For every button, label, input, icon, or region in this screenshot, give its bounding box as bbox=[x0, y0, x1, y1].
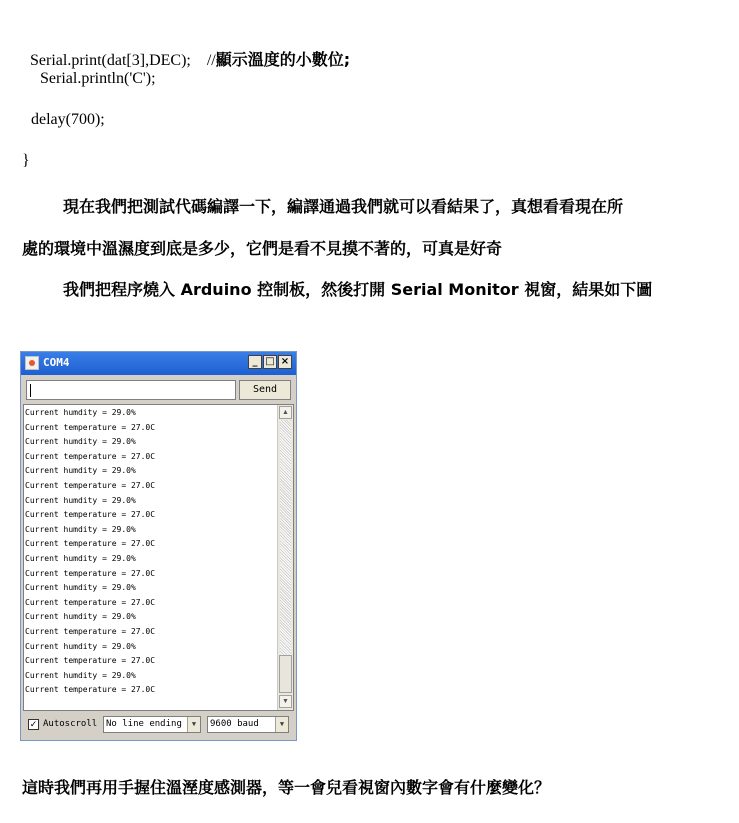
paragraph-1-line-1: 現在我們把測試代碼編譯一下，編譯通過我們就可以看結果了，真想看看現在所 bbox=[63, 197, 624, 216]
output-line: Current temperature = 27.0C bbox=[25, 656, 156, 666]
output-line: Current temperature = 27.0C bbox=[25, 422, 156, 432]
output-line: Current humdity = 29.0% bbox=[25, 495, 136, 505]
output-line: Current humdity = 29.0% bbox=[25, 408, 136, 417]
output-line: Current humdity = 29.0% bbox=[25, 641, 136, 651]
chevron-down-icon[interactable]: ▼ bbox=[275, 717, 288, 732]
output-line: Current humdity = 29.0% bbox=[25, 670, 136, 680]
output-line: Current temperature = 27.0C bbox=[25, 685, 156, 695]
java-icon bbox=[25, 356, 39, 370]
vertical-scrollbar[interactable] bbox=[277, 405, 293, 710]
output-line: Current humdity = 29.0% bbox=[25, 583, 136, 593]
output-lines bbox=[25, 406, 277, 698]
code-line-brace: } bbox=[22, 152, 30, 169]
code-comment: 顯示溫度的小數位; bbox=[215, 50, 351, 69]
serial-monitor-window bbox=[20, 351, 297, 741]
output-line: Current temperature = 27.0C bbox=[25, 539, 156, 549]
line-ending-value: No line ending bbox=[106, 719, 182, 729]
scroll-up-icon[interactable]: ▲ bbox=[279, 406, 292, 419]
paragraph-1-line-2: 處的環境中溫濕度到底是多少，它們是看不見摸不著的，可真是好奇 bbox=[22, 239, 503, 258]
serial-input[interactable] bbox=[26, 380, 236, 400]
maximize-button[interactable]: □ bbox=[263, 355, 277, 369]
close-button[interactable]: × bbox=[278, 355, 292, 369]
title-bar[interactable] bbox=[21, 352, 296, 375]
chevron-down-icon[interactable]: ▼ bbox=[187, 717, 200, 732]
output-line: Current temperature = 27.0C bbox=[25, 480, 156, 490]
code-comment-prefix: // bbox=[206, 52, 216, 69]
baud-value: 9600 baud bbox=[210, 719, 259, 729]
scroll-thumb[interactable] bbox=[279, 655, 292, 693]
code-statement: Serial.print(dat[3],DEC); bbox=[30, 52, 191, 69]
baud-select[interactable] bbox=[207, 716, 289, 733]
line-ending-select[interactable] bbox=[103, 716, 201, 733]
autoscroll-label: Autoscroll bbox=[43, 719, 98, 729]
output-line: Current temperature = 27.0C bbox=[25, 510, 156, 520]
output-line: Current temperature = 27.0C bbox=[25, 568, 156, 578]
output-line: Current humdity = 29.0% bbox=[25, 553, 136, 563]
output-line: Current humdity = 29.0% bbox=[25, 524, 136, 534]
window-title: COM4 bbox=[43, 356, 70, 369]
send-button[interactable]: Send bbox=[239, 380, 291, 400]
autoscroll-checkbox[interactable]: ✓ bbox=[29, 719, 38, 729]
bottom-bar bbox=[21, 714, 296, 738]
output-line: Current humdity = 29.0% bbox=[25, 437, 136, 447]
output-line: Current temperature = 27.0C bbox=[25, 597, 156, 607]
minimize-button[interactable]: _ bbox=[248, 355, 262, 369]
paragraph-3: 這時我們再用手握住溫溼度感測器，等一會兒看視窗內數字會有什麼變化？ bbox=[22, 778, 551, 797]
serial-output[interactable] bbox=[23, 404, 294, 711]
code-line-println: Serial.println('C'); bbox=[40, 70, 156, 87]
output-line: Current humdity = 29.0% bbox=[25, 612, 136, 622]
code-line-print-dec bbox=[22, 29, 350, 70]
paragraph-2: 我們把程序燒入 Arduino 控制板，然後打開 Serial Monitor 視窗，結果如下圖 bbox=[63, 280, 653, 299]
output-line: Current temperature = 27.0C bbox=[25, 626, 156, 636]
scroll-down-icon[interactable]: ▼ bbox=[279, 695, 292, 708]
code-line-delay: delay(700); bbox=[31, 111, 105, 128]
scroll-track[interactable] bbox=[280, 420, 291, 670]
output-line: Current temperature = 27.0C bbox=[25, 451, 156, 461]
output-line: Current humdity = 29.0% bbox=[25, 466, 136, 476]
